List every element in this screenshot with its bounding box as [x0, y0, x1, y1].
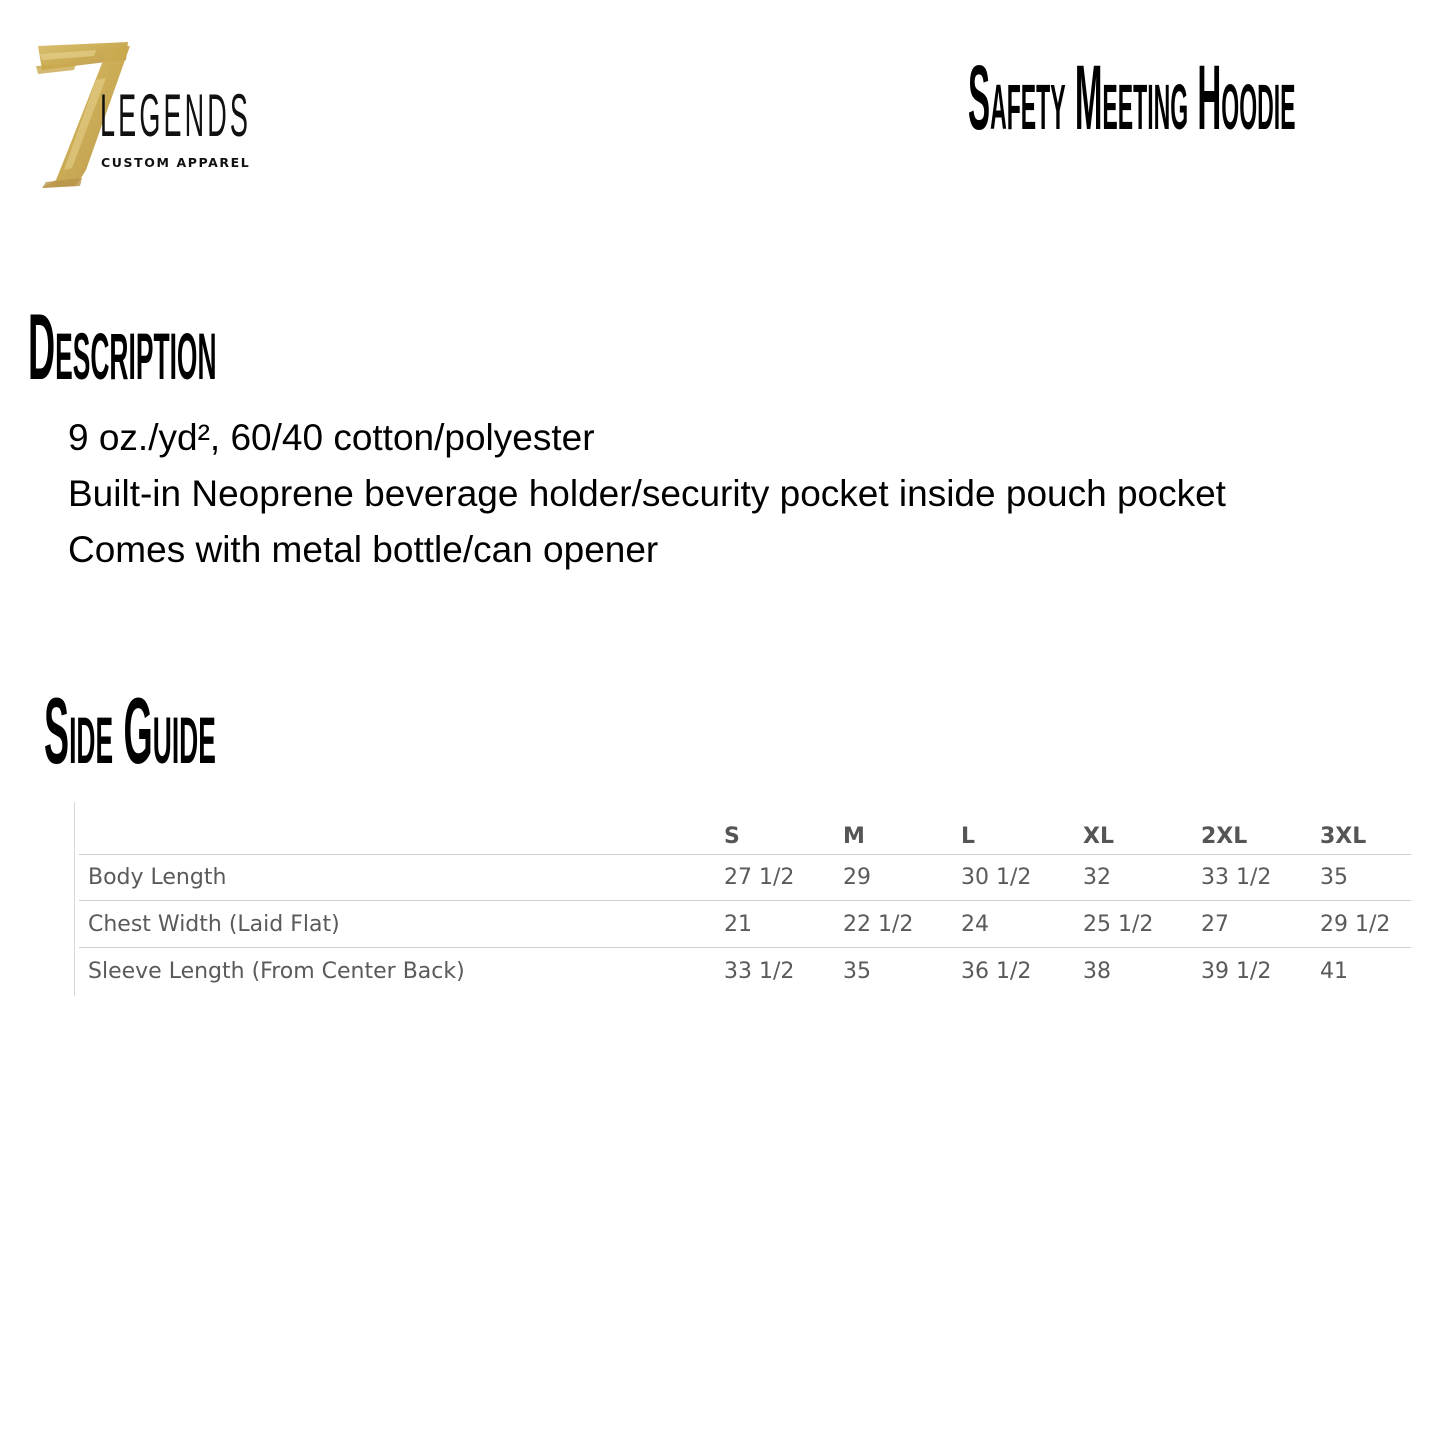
description-line: 9 oz./yd², 60/40 cotton/polyester [68, 417, 595, 458]
table-cell: 35 [1320, 864, 1348, 890]
table-row [79, 948, 1411, 994]
row-label: Sleeve Length (From Center Back) [88, 958, 465, 984]
table-cell: 30 1/2 [961, 864, 1032, 890]
table-cell: 41 [1320, 958, 1348, 984]
size-header-l: L [961, 823, 976, 849]
brand-wordmark: LEGENDS [100, 82, 252, 149]
table-cell: 27 [1201, 911, 1229, 937]
table-cell: 24 [961, 911, 989, 937]
size-header-m: M [843, 823, 865, 849]
table-cell: 35 [843, 958, 871, 984]
brand-tagline: CUSTOM APPAREL [101, 155, 251, 170]
table-cell: 32 [1083, 864, 1111, 890]
row-label: Chest Width (Laid Flat) [88, 911, 340, 937]
row-label: Body Length [88, 864, 227, 890]
table-cell: 39 1/2 [1201, 958, 1272, 984]
table-row [79, 901, 1411, 948]
table-cell: 22 1/2 [843, 911, 914, 937]
brand-logo [36, 40, 256, 190]
description-line: Built-in Neoprene beverage holder/security pocket inside pouch pocket [68, 473, 1226, 514]
table-cell: 25 1/2 [1083, 911, 1154, 937]
table-cell: 27 1/2 [724, 864, 795, 890]
size-header-xl: XL [1083, 823, 1114, 849]
table-cell: 38 [1083, 958, 1111, 984]
table-row [79, 854, 1411, 901]
table-cell: 36 1/2 [961, 958, 1032, 984]
table-cell: 29 1/2 [1320, 911, 1391, 937]
description-list [68, 416, 1226, 584]
table-header-row [79, 814, 1411, 855]
size-header-2xl: 2XL [1201, 823, 1248, 849]
table-cell: 29 [843, 864, 871, 890]
size-header-3xl: 3XL [1320, 823, 1367, 849]
size-guide-heading: Side Guide [44, 678, 216, 783]
size-header-s: S [724, 823, 740, 849]
description-heading: Description [28, 294, 217, 399]
product-title: Safety Meeting Hoodie [968, 47, 1296, 149]
description-line: Comes with metal bottle/can opener [68, 529, 659, 570]
table-cell: 33 1/2 [724, 958, 795, 984]
table-cell: 21 [724, 911, 752, 937]
size-guide-table [74, 802, 1411, 996]
table-cell: 33 1/2 [1201, 864, 1272, 890]
